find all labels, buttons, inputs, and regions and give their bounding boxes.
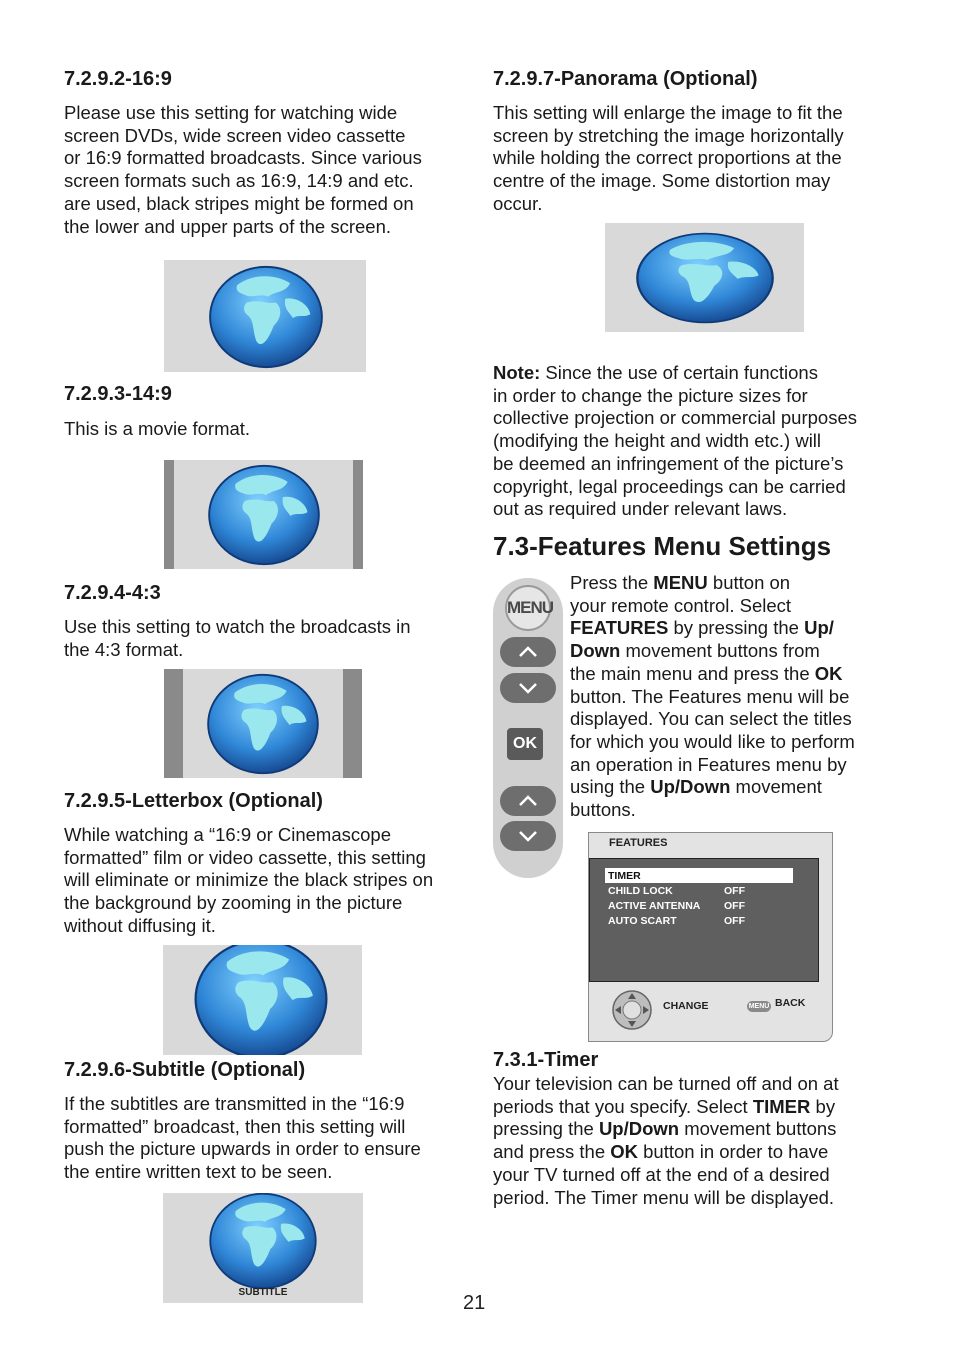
heading-letterbox: 7.2.9.5-Letterbox (Optional) — [64, 790, 323, 812]
chevron-up-icon — [500, 786, 556, 816]
para-4-3 — [64, 616, 411, 661]
text-line: an operation in Features menu by — [570, 753, 847, 775]
text-line: centre of the image. Some distortion may — [493, 170, 831, 192]
text-line: formatted” broadcast, then this setting will — [64, 1115, 406, 1137]
text-line: the main menu and press the — [570, 662, 815, 684]
down-button[interactable] — [500, 821, 556, 851]
para-timer — [493, 1073, 839, 1209]
menu-item-auto-scart[interactable]: AUTO SCART — [608, 915, 677, 927]
text-line: the lower and upper parts of the screen. — [64, 215, 392, 237]
menu-item-timer[interactable]: TIMER — [608, 870, 641, 882]
bold-term: FEATURES — [570, 617, 669, 639]
para-16-9 — [64, 102, 422, 238]
para-subtitle — [64, 1093, 421, 1184]
menu-value: OFF — [724, 885, 745, 897]
text-line: the entire written text to be seen. — [64, 1161, 333, 1183]
dpad-icon — [611, 989, 653, 1031]
page-number: 21 — [463, 1292, 486, 1314]
text-line: collective projection or commercial purposes — [493, 407, 857, 429]
text-line: formatted” film or video cassette, this setting — [64, 846, 426, 868]
text-line: the background by zooming in the picture — [64, 892, 403, 914]
menu-panel — [589, 858, 819, 982]
text-line: Press the — [570, 572, 654, 593]
up-button[interactable] — [500, 637, 556, 667]
change-label: CHANGE — [663, 1000, 709, 1012]
text-line: screen formats such as 16:9, 14:9 and etc. — [64, 170, 414, 192]
text-line: by — [810, 1095, 836, 1117]
para-letterbox — [64, 824, 433, 938]
menu-value: OFF — [724, 915, 745, 927]
globe-icon — [204, 463, 324, 567]
bold-term: TIMER — [752, 1095, 811, 1117]
features-menu-screen — [588, 832, 833, 1042]
para-14-9 — [64, 418, 250, 441]
text-line: Since the use of certain functions — [540, 362, 818, 383]
text-line: pressing the — [493, 1118, 599, 1140]
bold-term: Up/ — [804, 617, 834, 639]
image-4-3 — [164, 669, 362, 778]
ok-button[interactable]: OK — [507, 728, 543, 760]
text-line: button on — [707, 572, 791, 593]
heading-subtitle: 7.2.9.6-Subtitle (Optional) — [64, 1059, 306, 1081]
text-line: period. The Timer menu will be displayed. — [493, 1186, 835, 1208]
image-14-9 — [164, 460, 363, 569]
remote-control — [493, 578, 563, 878]
back-label: BACK — [775, 997, 806, 1009]
side-bar — [164, 460, 174, 569]
globe-icon — [203, 1193, 323, 1291]
heading-14-9: 7.2.9.3-14:9 — [64, 383, 172, 405]
heading-4-3: 7.2.9.4-4:3 — [64, 582, 161, 604]
text-line: are used, black stripes might be formed on — [64, 192, 414, 214]
bold-term: Up/Down — [598, 1118, 680, 1140]
text-line: Use this setting to watch the broadcasts in — [64, 616, 411, 637]
text-line: screen DVDs, wide screen video cassette — [64, 124, 406, 146]
text-line: movement — [730, 776, 822, 798]
chevron-down-icon — [500, 673, 556, 703]
bold-term: Up/Down — [650, 776, 731, 798]
text-line: without diffusing it. — [64, 914, 216, 936]
text-line: or 16:9 formatted broadcasts. Since various — [64, 147, 422, 169]
text-line: If the subtitles are transmitted in the “16:9 — [64, 1093, 405, 1114]
text-line: buttons. — [570, 799, 636, 821]
text-line: movement buttons from — [620, 640, 820, 662]
chevron-up-icon — [500, 637, 556, 667]
side-bar — [353, 460, 363, 569]
heading-panorama: 7.2.9.7-Panorama (Optional) — [493, 68, 758, 90]
text-line: displayed. You can select the titles — [570, 708, 852, 730]
text-line: This setting will enlarge the image to fit the — [493, 102, 843, 123]
image-16-9 — [164, 260, 366, 372]
globe-icon — [635, 231, 775, 325]
text-line: push the picture upwards in order to ensure — [64, 1138, 421, 1160]
text-line: periods that you specify. Select — [493, 1095, 753, 1117]
text-line: copyright, legal proceedings can be carried — [493, 475, 846, 497]
subtitle-label: SUBTITLE — [238, 1287, 288, 1298]
menu-title: FEATURES — [609, 837, 668, 849]
note-block — [493, 362, 857, 521]
menu-key-badge: MENU — [748, 1003, 770, 1010]
image-letterbox — [163, 945, 362, 1055]
text-line: for which you would like to perform — [570, 730, 855, 752]
text-line: movement buttons — [679, 1118, 837, 1140]
image-panorama — [605, 223, 804, 332]
globe-icon — [193, 945, 329, 1055]
globe-icon — [204, 672, 322, 776]
text-line: (modifying the height and width etc.) will — [493, 430, 822, 452]
heading-timer: 7.3.1-Timer — [493, 1049, 599, 1071]
note-label: Note: — [493, 362, 541, 383]
text-line: while holding the correct proportions at the — [493, 147, 842, 169]
text-line: in order to change the picture sizes for — [493, 384, 808, 406]
side-bar — [164, 669, 183, 778]
text-line: your remote control. Select — [570, 594, 792, 616]
text-line: by pressing the — [668, 617, 805, 639]
down-button[interactable] — [500, 673, 556, 703]
features-paragraph — [570, 572, 855, 822]
bold-term: OK — [610, 1141, 638, 1163]
side-bar — [343, 669, 362, 778]
text-line: button. The Features menu will be — [570, 685, 850, 707]
text-line: While watching a “16:9 or Cinemascope — [64, 824, 391, 845]
text-line: be deemed an infringement of the picture’s — [493, 452, 844, 474]
menu-item-active-antenna[interactable]: ACTIVE ANTENNA — [608, 900, 701, 912]
text-line: Your television can be turned off and on at — [493, 1073, 839, 1094]
text-line: using the — [570, 776, 651, 798]
text-line: and press the — [493, 1141, 611, 1163]
bold-term: MENU — [653, 572, 708, 593]
menu-item-child-lock[interactable]: CHILD LOCK — [608, 885, 673, 897]
bold-term: Down — [570, 640, 621, 662]
text-line: This is a movie format. — [64, 418, 251, 439]
menu-value: OFF — [724, 900, 745, 912]
text-line: screen by stretching the image horizontally — [493, 124, 844, 146]
globe-icon — [206, 264, 326, 370]
bold-term: OK — [814, 662, 843, 684]
image-subtitle — [163, 1193, 363, 1303]
text-line: Please use this setting for watching wide — [64, 102, 398, 123]
text-line: button in order to have — [638, 1141, 829, 1163]
text-line: occur. — [493, 192, 543, 214]
text-line: out as required under relevant laws. — [493, 498, 788, 520]
up-button[interactable] — [500, 786, 556, 816]
heading-16-9: 7.2.9.2-16:9 — [64, 68, 172, 90]
heading-features: 7.3-Features Menu Settings — [493, 531, 832, 561]
text-line: your TV turned off at the end of a desired — [493, 1163, 830, 1185]
text-line: the 4:3 format. — [64, 638, 184, 660]
menu-button[interactable]: MENU — [505, 585, 551, 631]
text-line: will eliminate or minimize the black stripes on — [64, 869, 434, 891]
chevron-down-icon — [500, 821, 556, 851]
para-panorama — [493, 102, 844, 216]
